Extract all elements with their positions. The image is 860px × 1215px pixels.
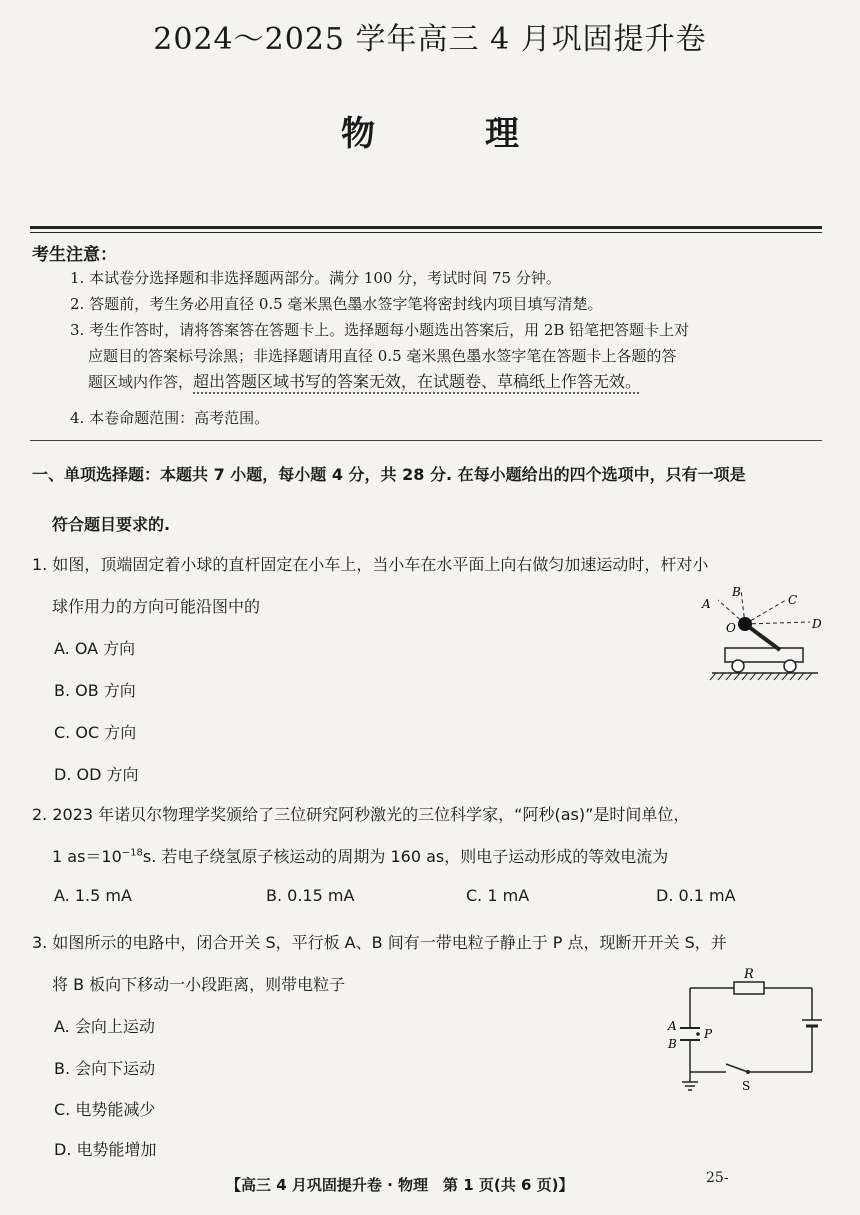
q2-stem-line2 (52, 844, 668, 867)
notice-bottom-rule (30, 440, 822, 441)
ray-oc (745, 600, 786, 624)
q1-cart-figure (690, 582, 840, 687)
exam-title: 2024～2025 学年高三 4 月巩固提升卷 (153, 22, 707, 57)
q3-option-c: C. 电势能减少 (54, 1100, 156, 1119)
notice-item-2: 2. 答题前，考生务必用直径 0.5 毫米黑色墨水签字笔将密封线内项目填写清楚。 (70, 295, 603, 313)
resistor-r (734, 982, 764, 994)
cart-wheel-right (784, 660, 796, 672)
q2-option-c: C. 1 mA (466, 886, 530, 905)
label-plate-a: A (668, 1019, 677, 1033)
q1-stem-line2: 球作用力的方向可能沿图中的 (52, 597, 261, 616)
q3-circuit-figure (664, 964, 834, 1098)
notice-heading: 考生注意： (32, 245, 117, 265)
q3-stem-line1: 3. 如图所示的电路中，闭合开关 S，平行板 A、B 间有一带电粒子静止于 P 点，现断开开关 S，并 (32, 933, 727, 952)
page-footer: 【高三 4 月巩固提升卷 · 物理 第 1 页(共 6 页)】 (226, 1176, 574, 1194)
label-plate-b: B (668, 1037, 677, 1051)
q2-stem-line1: 2. 2023 年诺贝尔物理学奖颁给了三位研究阿秒激光的三位科学家，“阿秒(as)”是时间单位， (32, 805, 690, 824)
q3-stem-line2: 将 B 板向下移动一小段距离，则带电粒子 (52, 975, 346, 994)
notice-emphasis: 超出答题区域书写的答案无效，在试题卷、草稿纸上作答无效。 (193, 372, 642, 391)
q2-exponent: −18 (121, 847, 143, 859)
q2-option-b: B. 0.15 mA (266, 886, 355, 905)
label-o: O (726, 621, 736, 635)
q1-option-b: B. OB 方向 (54, 681, 136, 700)
label-s: S (742, 1079, 751, 1093)
point-p (696, 1032, 700, 1036)
ball (738, 617, 752, 631)
q3-option-d: D. 电势能增加 (54, 1140, 157, 1159)
label-c: C (788, 593, 798, 607)
switch-s (726, 1064, 748, 1072)
q1-option-c: C. OC 方向 (54, 723, 137, 742)
section-heading: 一、单项选择题：本题共 7 小题，每小题 4 分，共 28 分. 在每小题给出的四个选项中，只有一项是 (32, 465, 746, 484)
q1-option-a: A. OA 方向 (54, 639, 136, 658)
section-heading-cont: 符合题目要求的. (52, 515, 171, 534)
ray-od (745, 622, 810, 624)
notice-item-3: 3. 考生作答时，请将答案答在答题卡上。选择题每小题选出答案后，用 2B 铅笔把答题卡上对 (70, 321, 690, 339)
notice-item-1: 1. 本试卷分选择题和非选择题两部分。满分 100 分，考试时间 75 分钟。 (70, 269, 561, 287)
q2-stem-rest: s. 若电子绕氢原子核运动的周期为 160 as，则电子运动形成的等效电流为 (142, 847, 669, 866)
page-code: 25- (706, 1170, 729, 1186)
ground-hatch (710, 673, 812, 680)
q1-option-d: D. OD 方向 (54, 765, 139, 784)
header-rule-thick (30, 226, 822, 229)
q1-stem-line1: 1. 如图，顶端固定着小球的直杆固定在小车上，当小车在水平面上向右做匀加速运动时，杆对小 (32, 555, 709, 574)
notice-item-3-cont: 应题目的答案标号涂黑；非选择题请用直径 0.5 毫米黑色墨水签字笔在答题卡上各题的答 (88, 347, 677, 365)
notice-item-3-prefix: 题区域内作答， (88, 373, 194, 391)
label-b: B (732, 585, 741, 599)
q3-option-b: B. 会向下运动 (54, 1059, 156, 1078)
label-r: R (744, 967, 754, 982)
label-d: D (812, 617, 822, 631)
header-rule-thin (30, 232, 822, 233)
q3-option-a: A. 会向上运动 (54, 1017, 155, 1036)
notice-item-3-line3 (88, 370, 641, 394)
q2-option-d: D. 0.1 mA (656, 886, 736, 905)
subject-title: 物理 (341, 114, 629, 154)
label-p: P (704, 1027, 713, 1041)
notice-item-4: 4. 本卷命题范围：高考范围。 (70, 409, 270, 427)
cart-wheel-left (732, 660, 744, 672)
q2-unit-def: 1 as＝10 (52, 847, 122, 866)
label-a: A (702, 597, 711, 611)
q2-option-a: A. 1.5 mA (54, 886, 132, 905)
